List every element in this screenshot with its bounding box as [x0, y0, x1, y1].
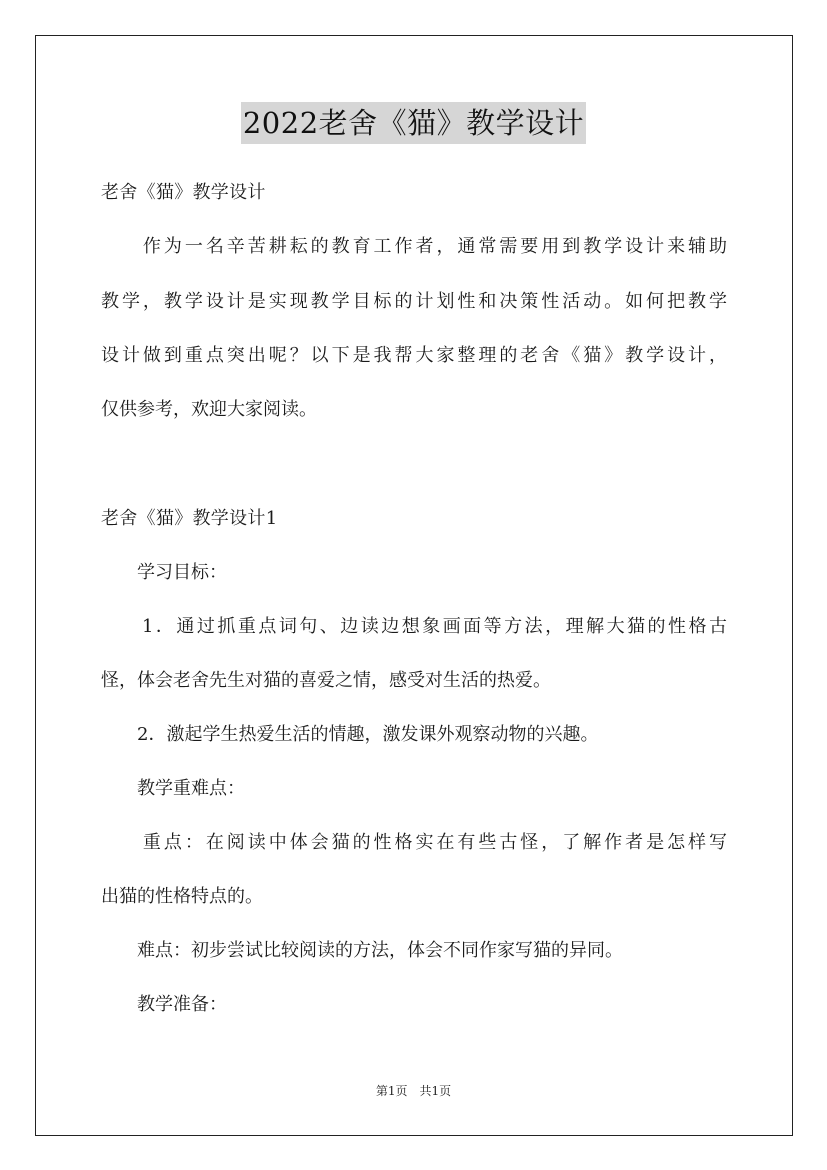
goal-1-line-1: 1．通过抓重点词句、边读边想象画面等方法，理解大猫的性格古 [101, 616, 727, 637]
goal-1-line-2: 怪，体会老舍先生对猫的喜爱之情，感受对生活的热爱。 [101, 670, 551, 691]
section-heading: 老舍《猫》教学设计 [101, 182, 266, 203]
key-points-label: 教学重难点： [101, 778, 245, 799]
key-point-line-1: 重点：在阅读中体会猫的性格实在有些古怪，了解作者是怎样写 [101, 832, 727, 853]
page-footer: 第1页 共1页 [375, 1084, 452, 1098]
preparation-label: 教学准备： [101, 994, 227, 1015]
section-heading-1: 老舍《猫》教学设计1 [101, 508, 278, 529]
key-point-line-2: 出猫的性格特点的。 [101, 886, 263, 907]
document-title: 2022老舍《猫》教学设计 [241, 102, 586, 144]
intro-line-3: 设计做到重点突出呢？以下是我帮大家整理的老舍《猫》教学设计， [101, 345, 727, 366]
goals-label: 学习目标： [101, 562, 227, 583]
difficulty-line: 难点：初步尝试比较阅读的方法，体会不同作家写猫的异同。 [101, 940, 623, 961]
intro-line-2: 教学，教学设计是实现教学目标的计划性和决策性活动。如何把教学 [101, 291, 727, 312]
intro-line-4: 仅供参考，欢迎大家阅读。 [101, 399, 317, 420]
title-container [0, 102, 827, 144]
intro-line-1: 作为一名辛苦耕耘的教育工作者，通常需要用到教学设计来辅助 [101, 236, 727, 257]
goal-2: 2．激起学生热爱生活的情趣，激发课外观察动物的兴趣。 [101, 724, 599, 745]
